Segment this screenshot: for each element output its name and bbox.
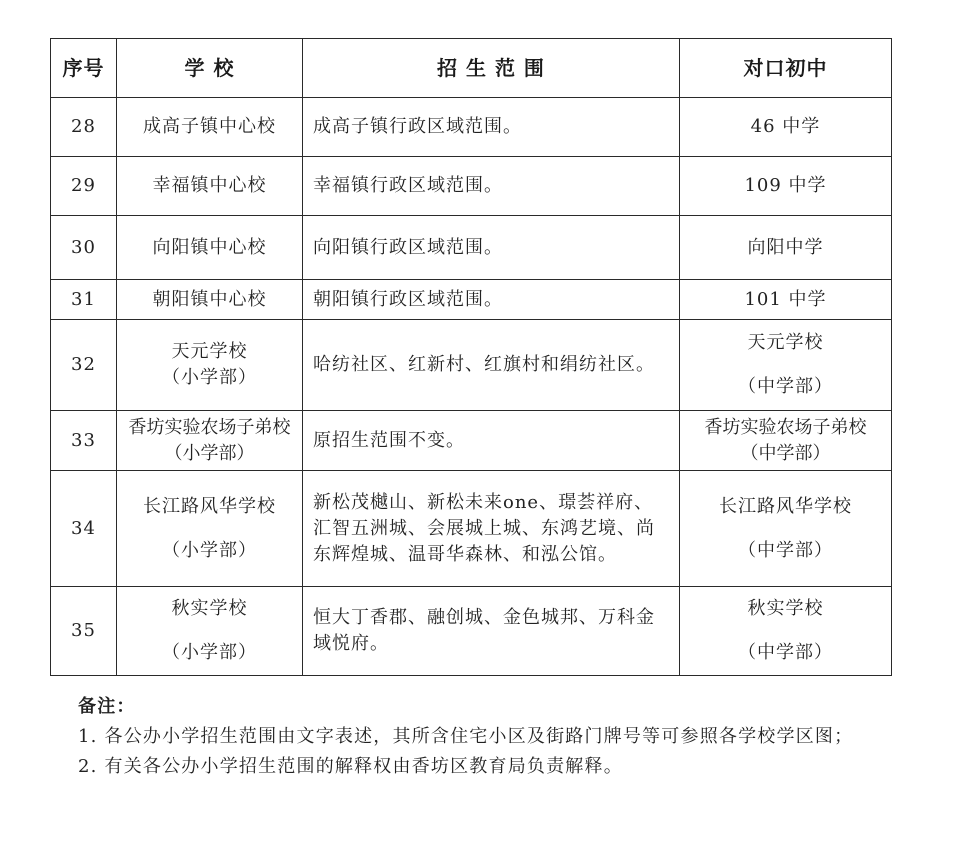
row-number: 32 [51, 320, 117, 411]
school-name: 长江路风华学校 [143, 495, 276, 517]
school-cell [117, 320, 303, 411]
middle-school-name: 101 中学 [744, 288, 827, 310]
school-name: 向阳镇中心校 [152, 236, 267, 258]
middle-school-division: （中学部） [738, 642, 833, 663]
table-row [51, 320, 892, 411]
range-cell: 幸福镇行政区域范围。 [303, 157, 680, 216]
school-cell [117, 216, 303, 280]
school-cell [117, 98, 303, 157]
school-name: 天元学校 [171, 341, 248, 362]
middle-school-cell [680, 471, 892, 587]
row-number: 28 [51, 98, 117, 157]
middle-school-division: （中学部） [740, 442, 831, 464]
table-row [51, 98, 892, 157]
row-number: 29 [51, 157, 117, 216]
table-row [51, 216, 892, 280]
school-name: 香坊实验农场子弟校 [128, 416, 291, 438]
header-middle-school: 对口初中 [680, 39, 892, 98]
school-division: （小学部） [162, 539, 257, 561]
header-no: 序号 [51, 39, 117, 98]
school-cell [117, 280, 303, 320]
row-number: 31 [51, 280, 117, 320]
middle-school-name: 长江路风华学校 [719, 495, 852, 517]
table-row [51, 280, 892, 320]
middle-school-cell [680, 411, 892, 471]
middle-school-cell [680, 216, 892, 280]
school-name: 幸福镇中心校 [152, 175, 267, 196]
range-cell: 成高子镇行政区域范围。 [303, 98, 680, 157]
range-cell: 哈纺社区、红新村、红旗村和绢纺社区。 [303, 320, 680, 411]
middle-school-division: （中学部） [738, 376, 833, 397]
school-division: （小学部） [164, 442, 255, 464]
range-cell: 原招生范围不变。 [303, 411, 680, 471]
table-row [51, 157, 892, 216]
range-cell: 恒大丁香郡、融创城、金色城邦、万科金域悦府。 [303, 587, 680, 676]
school-cell [117, 157, 303, 216]
range-cell: 朝阳镇行政区域范围。 [303, 280, 680, 320]
school-name: 秋实学校 [171, 598, 248, 619]
table-row [51, 587, 892, 676]
middle-school-name: 秋实学校 [747, 598, 824, 619]
table-row [51, 471, 892, 587]
middle-school-name: 109 中学 [744, 175, 827, 196]
table-row [51, 411, 892, 471]
notes-title: 备注： [78, 696, 136, 717]
row-number: 34 [51, 471, 117, 587]
note-item: 2. 有关各公办小学招生范围的解释权由香坊区教育局负责解释。 [78, 756, 623, 777]
middle-school-cell [680, 157, 892, 216]
range-cell: 向阳镇行政区域范围。 [303, 216, 680, 280]
middle-school-cell [680, 280, 892, 320]
school-cell [117, 471, 303, 587]
middle-school-name: 香坊实验农场子弟校 [704, 416, 867, 438]
school-division: （小学部） [162, 642, 257, 663]
enrollment-table [50, 38, 892, 676]
school-cell [117, 587, 303, 676]
middle-school-name: 46 中学 [750, 116, 821, 137]
note-item: 1. 各公办小学招生范围由文字表述，其所含住宅小区及街路门牌号等可参照各学校学区图； [78, 726, 854, 747]
table-header-row [51, 39, 892, 98]
row-number: 30 [51, 216, 117, 280]
header-school: 学 校 [117, 39, 303, 98]
notes-section [78, 692, 878, 782]
middle-school-name: 天元学校 [747, 332, 824, 353]
school-name: 成高子镇中心校 [143, 116, 276, 137]
school-name: 朝阳镇中心校 [152, 288, 267, 310]
header-range: 招 生 范 围 [303, 39, 680, 98]
middle-school-cell [680, 587, 892, 676]
range-cell: 新松茂樾山、新松未来one、璟荟祥府、汇智五洲城、会展城上城、东鸿艺境、尚东辉煌城、温哥华森林、和泓公馆。 [303, 471, 680, 587]
school-division: （小学部） [162, 367, 257, 388]
middle-school-name: 向阳中学 [747, 236, 824, 258]
row-number: 33 [51, 411, 117, 471]
middle-school-cell [680, 320, 892, 411]
school-cell [117, 411, 303, 471]
middle-school-cell [680, 98, 892, 157]
middle-school-division: （中学部） [738, 539, 833, 561]
row-number: 35 [51, 587, 117, 676]
